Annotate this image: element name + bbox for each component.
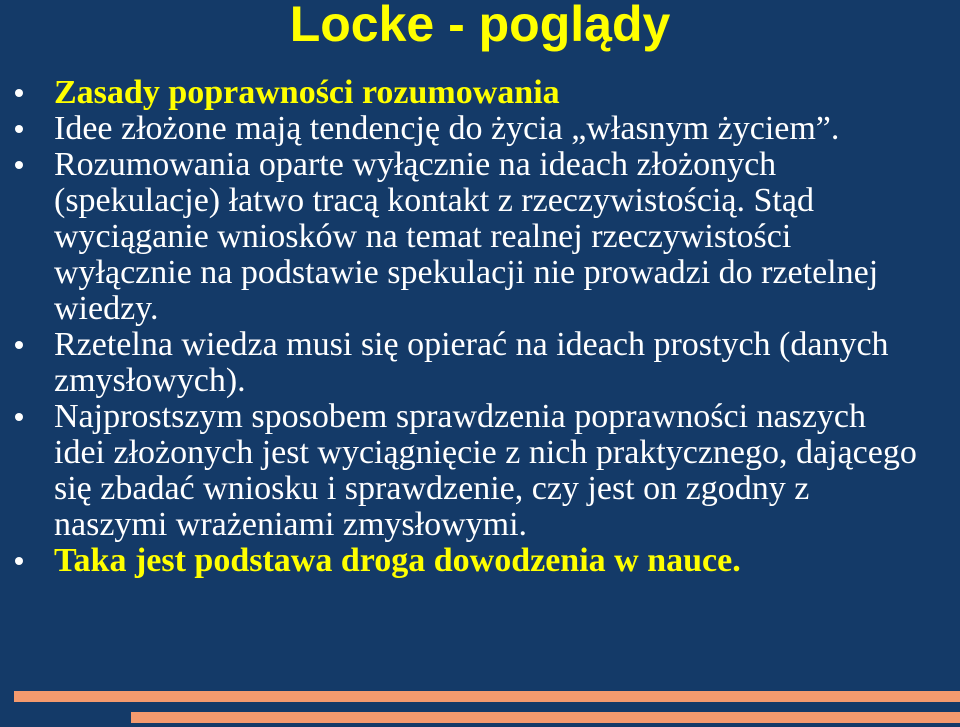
bullet-dot-icon bbox=[15, 557, 23, 565]
bullet-item bbox=[0, 111, 960, 147]
bullet-dot-icon bbox=[15, 413, 23, 421]
bullet-text: Zasady poprawności rozumowania bbox=[54, 74, 560, 111]
bullet-text: Rozumowania oparte wyłącznie na ideach złożonych (spekulacje) łatwo tracą kontakt z rzeczywistością. Stąd wyciąganie wniosków na temat realnej rzeczywistości wyłącznie na podstawie spekulacji nie prowadzi do rzetelnej wiedzy. bbox=[54, 146, 879, 327]
bullet-dot-icon bbox=[15, 161, 23, 169]
bullet-item bbox=[0, 147, 960, 327]
bullet-text: Taka jest podstawa droga dowodzenia w nauce. bbox=[54, 542, 741, 579]
decorative-bar-top bbox=[14, 691, 960, 702]
bullet-text: Idee złożone mają tendencję do życia „własnym życiem”. bbox=[54, 110, 840, 147]
bullet-dot-icon bbox=[15, 89, 23, 97]
bullet-text: Najprostszym sposobem sprawdzenia poprawności naszych idei złożonych jest wyciągnięcie z nich praktycznego, dającego się zbadać wniosku i sprawdzenie, czy jest on zgodny z naszymi wrażeniami zmysłowymi. bbox=[54, 398, 917, 543]
bullet-item bbox=[0, 543, 960, 579]
bullet-item bbox=[0, 75, 960, 111]
bullet-text: Rzetelna wiedza musi się opierać na ideach prostych (danych zmysłowych). bbox=[54, 326, 889, 399]
slide-title: Locke - poglądy bbox=[289, 0, 671, 52]
bullet-item bbox=[0, 399, 960, 543]
bullet-item bbox=[0, 327, 960, 399]
bullet-dot-icon bbox=[15, 125, 23, 133]
decorative-bar-bottom bbox=[131, 712, 960, 723]
bullet-list bbox=[0, 75, 960, 579]
bullet-dot-icon bbox=[15, 341, 23, 349]
